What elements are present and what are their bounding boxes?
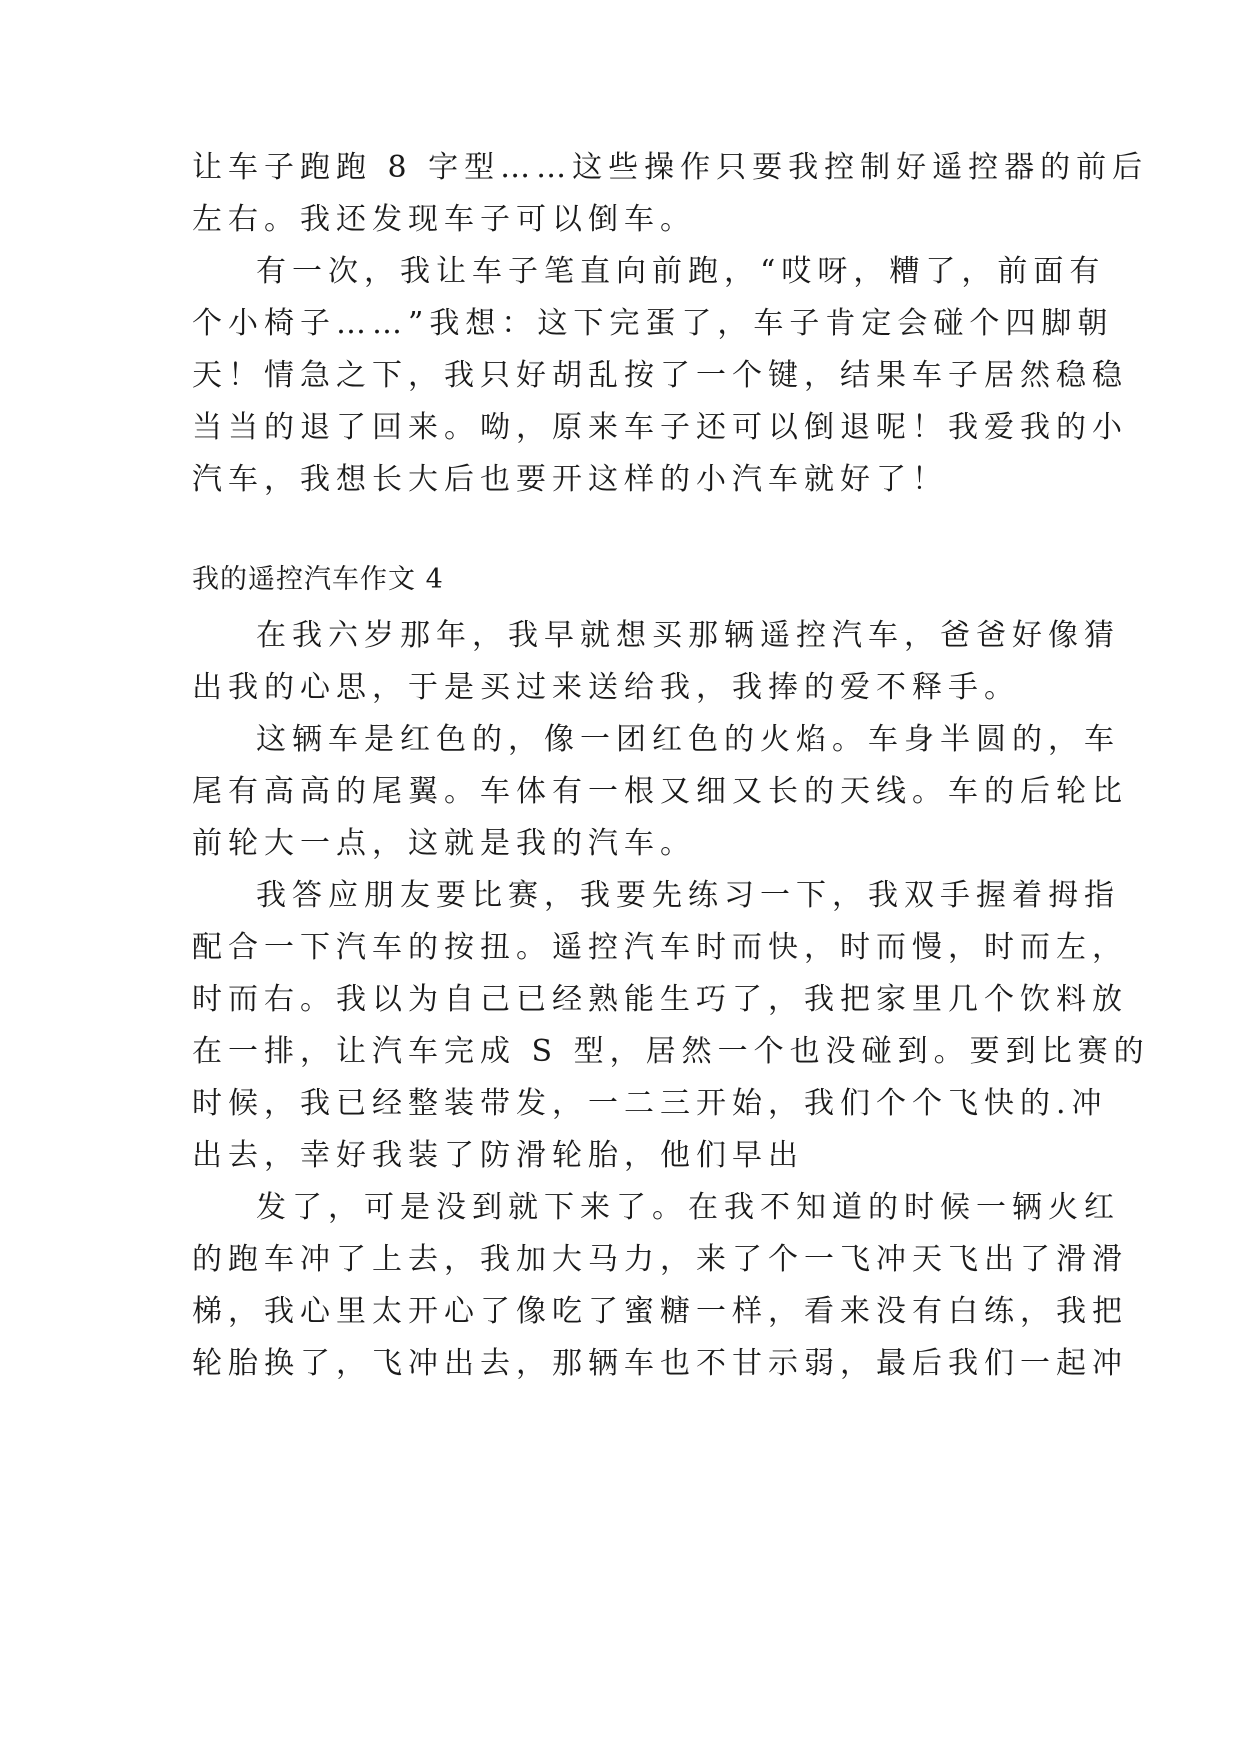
paragraph-line: 这辆车是红色的，像一团红色的火焰。车身半圆的，车: [256, 722, 1120, 757]
paragraph-line: 汽车，我想长大后也要开这样的小汽车就好了！: [192, 462, 948, 497]
paragraph-line: 在一排，让汽车完成 S 型，居然一个也没碰到。要到比赛的: [192, 1034, 1150, 1069]
paragraph-line: 左右。我还发现车子可以倒车。: [192, 202, 696, 237]
paragraph-line: 配合一下汽车的按扭。遥控汽车时而快，时而慢，时而左，: [192, 930, 1128, 965]
paragraph-line: 让车子跑跑 8 字型……这些操作只要我控制好遥控器的前后: [192, 150, 1149, 185]
paragraph-line: 梯，我心里太开心了像吃了蜜糖一样，看来没有白练，我把: [192, 1294, 1128, 1329]
paragraph-line: 出去，幸好我装了防滑轮胎，他们早出: [192, 1138, 804, 1173]
paragraph-line: 出我的心思，于是买过来送给我，我捧的爱不释手。: [192, 670, 1020, 705]
paragraph-line: 前轮大一点，这就是我的汽车。: [192, 826, 696, 861]
section-title: 我的遥控汽车作文 4: [192, 564, 444, 595]
paragraph-line: 尾有高高的尾翼。车体有一根又细又长的天线。车的后轮比: [192, 774, 1128, 809]
paragraph-line: 我答应朋友要比赛，我要先练习一下，我双手握着拇指: [256, 878, 1120, 913]
paragraph-line: 天！情急之下，我只好胡乱按了一个键，结果车子居然稳稳: [192, 358, 1128, 393]
paragraph-line: 个小椅子……”我想：这下完蛋了，车子肯定会碰个四脚朝: [192, 306, 1114, 341]
paragraph-line: 时而右。我以为自己已经熟能生巧了，我把家里几个饮料放: [192, 982, 1128, 1017]
paragraph-line: 在我六岁那年，我早就想买那辆遥控汽车，爸爸好像猜: [256, 618, 1120, 653]
paragraph-line: 有一次，我让车子笔直向前跑，“哎呀，糟了，前面有: [256, 254, 1106, 289]
paragraph-line: 轮胎换了，飞冲出去，那辆车也不甘示弱，最后我们一起冲: [192, 1346, 1128, 1381]
paragraph-line: 发了，可是没到就下来了。在我不知道的时候一辆火红: [256, 1190, 1120, 1225]
paragraph-line: 时候，我已经整装带发，一二三开始，我们个个飞快的.冲: [192, 1086, 1108, 1121]
paragraph-line: 当当的退了回来。呦，原来车子还可以倒退呢！我爱我的小: [192, 410, 1128, 445]
paragraph-line: 的跑车冲了上去，我加大马力，来了个一飞冲天飞出了滑滑: [192, 1242, 1128, 1277]
